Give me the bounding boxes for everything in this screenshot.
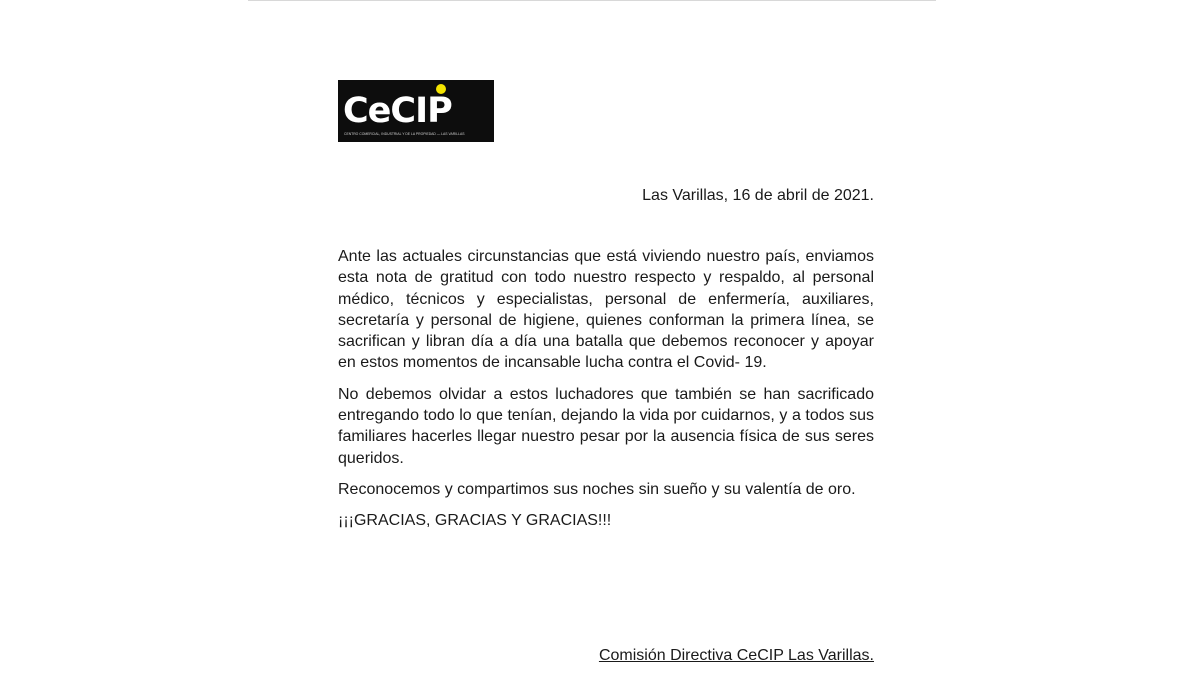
signature-text: Comisión Directiva CeCIP Las Varillas. [598,647,874,664]
cecip-logo [338,80,494,142]
letter-paragraph-1: Ante las actuales circunstancias que está viviendo nuestro país, enviamos esta nota de gratitud con todo nuestro respecto y respaldo, al personal médico, técnicos y especialistas, personal de enfermería, auxiliares, secretaría y personal de higiene, quienes conforman la primera línea, se sacrifican y libran día a día una batalla que debemos reconocer y apoyar en estos momentos de incansable lucha contra el Covid- 19. [338,248,874,372]
letter-closing: ¡¡¡GRACIAS, GRACIAS Y GRACIAS!!! [338,512,612,530]
logo-tagline: CENTRO COMERCIAL, INDUSTRIAL Y DE LA PROPIEDAD — LAS VARILLAS [344,132,465,136]
letter-date: Las Varillas, 16 de abril de 2021. [642,187,874,204]
letter-signature [338,645,874,666]
logo-wordmark: CeCIP [343,91,452,131]
letter-body [338,246,874,542]
letter-paragraph-2: No debemos olvidar a estos luchadores que también se han sacrificado entregando todo lo que tenían, dejando la vida por cuidarnos, y a todos sus familiares hacerles llegar nuestro pesar por la ausencia física de sus seres queridos. [338,385,874,467]
page-top-edge [248,0,936,1]
letter-paragraph-3: Reconocemos y compartimos sus noches sin sueño y su valentía de oro. [338,480,856,498]
